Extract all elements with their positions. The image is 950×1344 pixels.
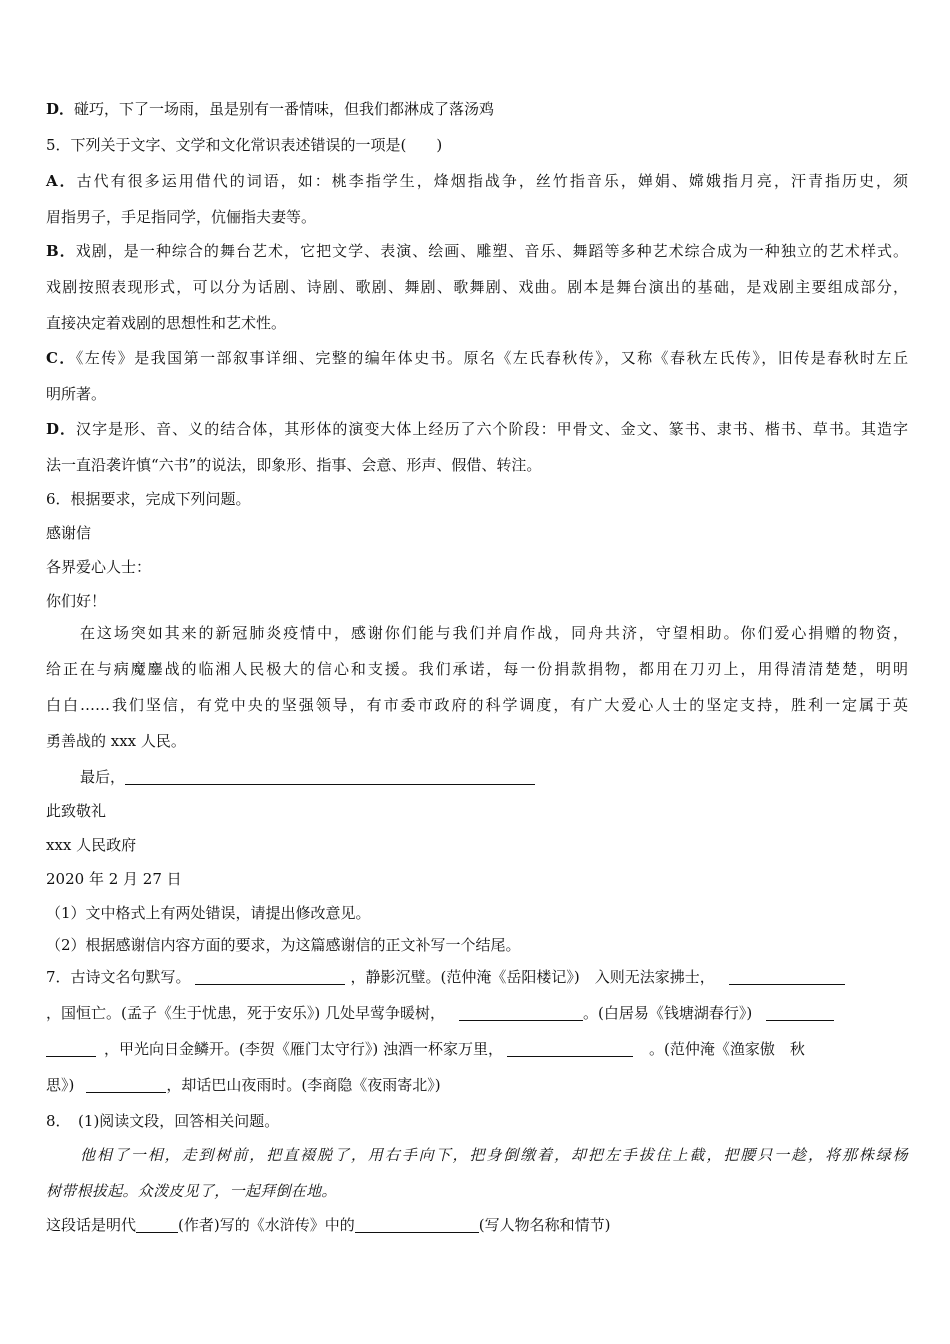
q8-stem: 8． (1)阅读文段，回答相关问题。 <box>46 1112 280 1130</box>
answer-blank[interactable] <box>355 1216 479 1233</box>
letter-greeting: 你们好！ <box>46 592 107 610</box>
q7-text: ，却话巴山夜雨时。(李商隐《夜雨寄北》) <box>166 1076 441 1094</box>
letter-body-line3: 白白……我们坚信，有党中央的坚强领导，有市委市政府的科学调度，有广大爱心人士的坚定支持，胜利一定属于英 <box>46 696 908 714</box>
option-label: D． <box>46 100 75 118</box>
letter-signer: xxx 人民政府 <box>46 836 137 854</box>
q7-text: ，甲光向日金鳞开。(李贺《雁门太守行》) 浊酒一杯家万里， <box>104 1040 503 1058</box>
letter-date: 2020 年 2 月 27 日 <box>46 870 182 888</box>
answer-blank[interactable] <box>125 768 535 785</box>
q5-option-d-line2: 法一直沿袭许慎“六书”的说法，即象形、指事、会意、形声、假借、转注。 <box>46 456 542 474</box>
q4-option-d <box>46 98 494 120</box>
letter-ending-line <box>80 766 535 788</box>
answer-blank[interactable] <box>729 968 845 985</box>
q8-text: (写人物名称和情节) <box>478 1216 611 1234</box>
option-text: 汉字是形、音、义的结合体，其形体的演变大体上经历了六个阶段：甲骨文、金文、篆书、隶书、楷书、草书。其造字 <box>76 420 908 438</box>
q7-text: 。(白居易《钱塘湖春行》) <box>582 1004 753 1022</box>
q7-stem: 7．古诗文名句默写。 <box>46 968 191 986</box>
answer-blank[interactable] <box>136 1216 178 1233</box>
q5-option-b-line1 <box>46 240 908 262</box>
answer-blank[interactable] <box>195 968 345 985</box>
q7-text: 思》) <box>46 1076 75 1094</box>
answer-blank[interactable] <box>507 1040 633 1057</box>
answer-blank[interactable] <box>766 1004 834 1021</box>
q5-option-b-line2: 戏剧按照表现形式，可以分为话剧、诗剧、歌剧、舞剧、歌舞剧、戏曲。剧本是舞台演出的基础，是戏剧主要组成部分， <box>46 278 908 296</box>
q5-option-d-line1 <box>46 418 908 440</box>
q8-excerpt-line1: 他相了一相，走到树前，把直裰脱了，用右手向下，把身倒缴着，却把左手拔住上截，把腰只一趁，将那株绿杨 <box>80 1146 908 1164</box>
q7-line4 <box>46 1074 441 1096</box>
q6-subquestion-2: （2）根据感谢信内容方面的要求，为这篇感谢信的正文补写一个结尾。 <box>46 936 521 954</box>
letter-body-line1: 在这场突如其来的新冠肺炎疫情中，感谢你们能与我们并肩作战，同舟共济，守望相助。你们爱心捐赠的物资， <box>80 624 908 642</box>
answer-blank[interactable] <box>46 1040 96 1057</box>
q5-option-c-line2: 明所著。 <box>46 385 107 403</box>
q7-line2 <box>46 1002 834 1024</box>
letter-title: 感谢信 <box>46 524 92 542</box>
q5-option-b-line3: 直接决定着戏剧的思想性和艺术性。 <box>46 314 287 332</box>
letter-salutation: 各界爱心人士： <box>46 558 152 576</box>
option-text: 碰巧，下了一场雨，虽是别有一番情味，但我们都淋成了落汤鸡 <box>74 100 495 118</box>
answer-blank[interactable] <box>86 1076 166 1093</box>
q7-line1 <box>46 966 845 988</box>
letter-body-line4: 勇善战的 xxx 人民。 <box>46 732 186 750</box>
q7-text: 。(范仲淹《渔家傲 秋 <box>648 1040 805 1058</box>
q8-excerpt-line2: 树带根拔起。众泼皮见了，一起拜倒在地。 <box>46 1182 337 1200</box>
q7-text: ，国恒亡。(孟子《生于忧患，死于安乐》) 几处早莺争暖树， <box>46 1004 445 1022</box>
letter-body-line2: 给正在与病魔鏖战的临湘人民极大的信心和支援。我们承诺，每一份捐款捐物，都用在刀刃上，用得清清楚楚，明明 <box>46 660 908 678</box>
q5-option-c-line1 <box>46 347 908 369</box>
q7-text: ，静影沉璧。(范仲淹《岳阳楼记》) 入则无法家拂士， <box>350 968 715 986</box>
q5-stem: 5．下列关于文字、文学和文化常识表述错误的一项是( ) <box>46 136 443 154</box>
ending-label: 最后， <box>80 768 126 786</box>
q5-option-a-line1 <box>46 170 908 192</box>
option-label: D． <box>46 420 77 438</box>
option-text: 《左传》是我国第一部叙事详细、完整的编年体史书。原名《左氏春秋传》，又称《春秋左氏传》，旧传是春秋时左丘 <box>75 349 908 367</box>
answer-blank[interactable] <box>459 1004 583 1021</box>
option-text: 戏剧，是一种综合的舞台艺术，它把文学、表演、绘画、雕塑、音乐、舞蹈等多种艺术综合成为一种独立的艺术样式。 <box>75 242 908 260</box>
q8-text: 这段话是明代 <box>46 1216 137 1234</box>
option-label: A． <box>46 172 77 190</box>
option-text: 古代有很多运用借代的词语，如：桃李指学生，烽烟指战争，丝竹指音乐，婵娟、嫦娥指月亮，汗青指历史，须 <box>76 172 908 190</box>
q8-question <box>46 1214 610 1236</box>
q8-text: (作者)写的《水浒传》中的 <box>178 1216 355 1234</box>
option-label: B． <box>46 242 76 260</box>
q6-stem: 6．根据要求，完成下列问题。 <box>46 490 251 508</box>
letter-closing: 此致敬礼 <box>46 802 107 820</box>
option-label: C． <box>46 349 76 367</box>
q7-line3 <box>46 1038 805 1060</box>
q5-option-a-line2: 眉指男子，手足指同学，伉俪指夫妻等。 <box>46 208 317 226</box>
q6-subquestion-1: （1）文中格式上有两处错误，请提出修改意见。 <box>46 904 371 922</box>
